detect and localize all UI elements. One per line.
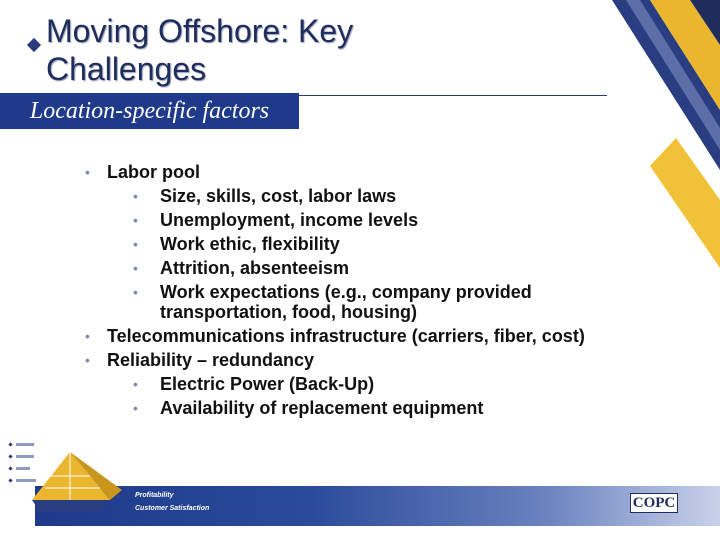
list-item: • Reliability – redundancy: [85, 350, 315, 370]
bullet-icon: •: [133, 212, 138, 228]
bullet-icon: •: [133, 376, 138, 392]
footer-item: Profitability: [135, 492, 174, 499]
list-item: • Unemployment, income levels: [133, 210, 419, 230]
bullet-icon: •: [85, 328, 90, 344]
list-item: • Labor pool: [85, 162, 200, 182]
slide-subtitle: Location-specific factors: [0, 93, 299, 129]
copc-logo: COPC: [630, 493, 678, 513]
list-item: • Availability of replacement equipment: [133, 398, 484, 418]
slide-title: Moving Offshore: Key Challenges: [46, 13, 354, 87]
bullet-icon: •: [133, 400, 138, 416]
bullet-icon: •: [85, 352, 90, 368]
bullet-icon: •: [133, 188, 138, 204]
bullet-icon: •: [85, 164, 90, 180]
bullet-icon: •: [133, 284, 138, 300]
list-item: • Size, skills, cost, labor laws: [133, 186, 397, 206]
list-item: • Attrition, absenteeism: [133, 258, 350, 278]
footer-item: Customer Satisfaction: [135, 505, 210, 512]
list-item: • Work expectations (e.g., company provided transportation, food, housing): [133, 282, 532, 322]
list-item: • Electric Power (Back-Up): [133, 374, 375, 394]
list-item: • Telecommunications infrastructure (carriers, fiber, cost): [85, 326, 585, 346]
bullet-icon: •: [133, 260, 138, 276]
bullet-icon: •: [133, 236, 138, 252]
list-item: • Work ethic, flexibility: [133, 234, 340, 254]
